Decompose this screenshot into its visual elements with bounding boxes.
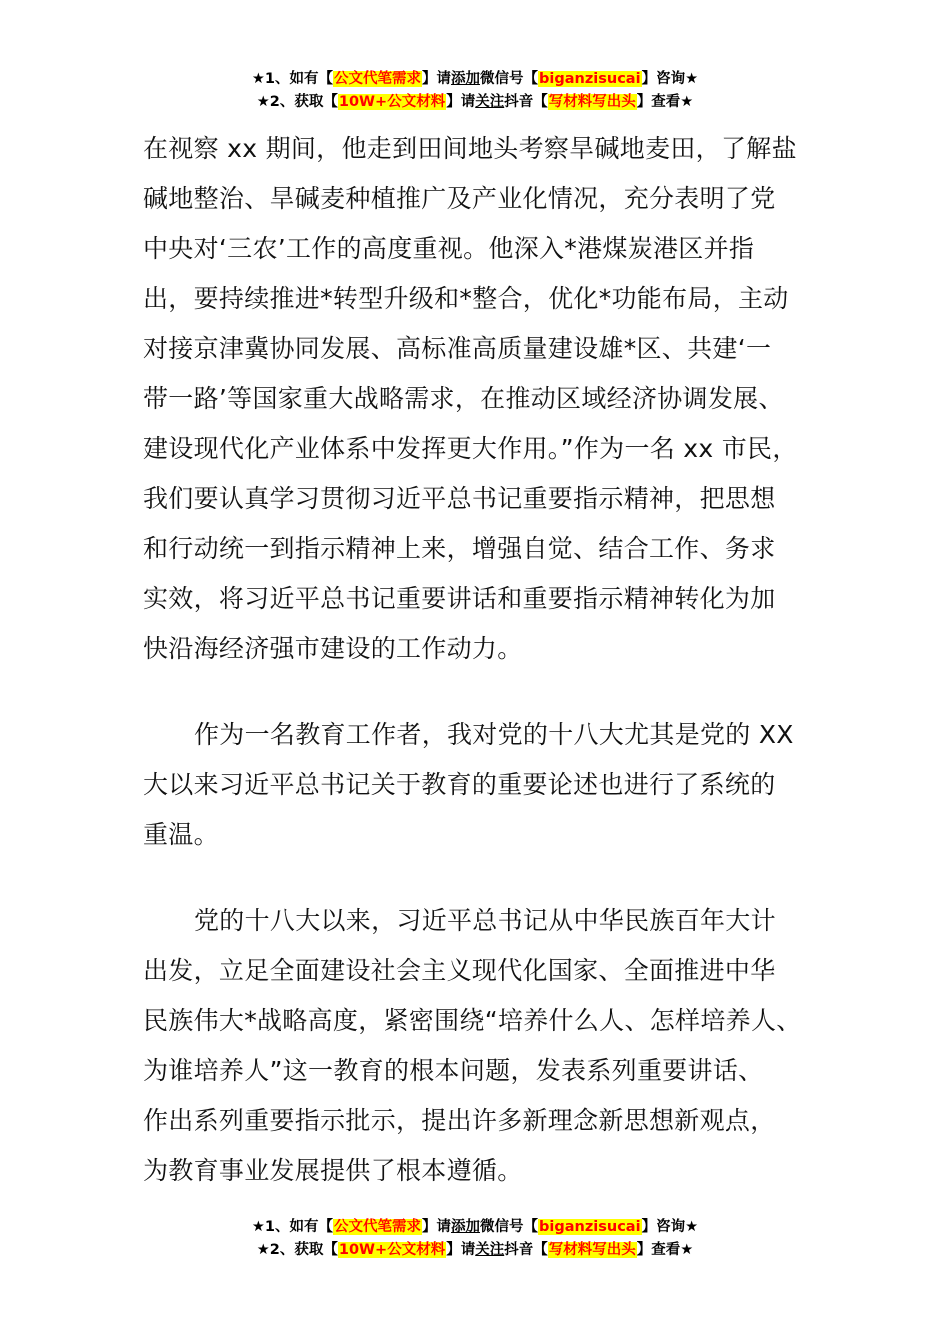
banner-highlight: biganzisucai	[539, 71, 641, 87]
banner-highlight: 公文代笔需求	[334, 71, 422, 87]
banner-highlight: 写材料写出头	[548, 1242, 636, 1258]
text-line: 中央对‘三农’工作的高度重视。他深入*港煤炭港区并指	[143, 234, 755, 263]
banner-line-1: ★1、如有【公文代笔需求】请添加微信号【biganzisucai】咨询★	[251, 71, 699, 87]
text-line: 重温。	[143, 820, 219, 849]
banner-line-2: ★2、获取【10W+公文材料】请关注抖音【写材料写出头】查看★	[256, 1242, 694, 1258]
paragraph-1	[143, 124, 823, 674]
paragraph-gap	[143, 860, 823, 896]
banner-line-2: ★2、获取【10W+公文材料】请关注抖音【写材料写出头】查看★	[256, 94, 694, 110]
paragraph-3	[143, 896, 823, 1196]
text-line: 民族伟大*战略高度，紧密围绕“培养什么人、怎样培养人、	[143, 1006, 802, 1035]
text-line: 出，要持续推进*转型升级和*整合，优化*功能布局，主动	[143, 284, 789, 313]
banner-highlight: biganzisucai	[539, 1219, 641, 1235]
text-line: 建设现代化产业体系中发挥更大作用。”作为一名 xx 市民，	[143, 434, 798, 463]
text-line: 出发，立足全面建设社会主义现代化国家、全面推进中华	[143, 956, 776, 985]
paragraph-gap	[143, 674, 823, 710]
text-line: 大以来习近平总书记关于教育的重要论述也进行了系统的	[143, 770, 776, 799]
document-body	[143, 124, 823, 1196]
text-line: 带一路’等国家重大战略需求，在推动区域经济协调发展、	[143, 384, 784, 413]
text-line: 作出系列重要指示批示，提出许多新理念新思想新观点，	[143, 1106, 776, 1135]
footer-banner	[0, 1216, 950, 1262]
text-line: 对接京津冀协同发展、高标准高质量建设雄*区、共建‘一	[143, 334, 772, 363]
banner-highlight: 写材料写出头	[548, 94, 636, 110]
text-line: 为谁培养人”这一教育的根本问题，发表系列重要讲话、	[143, 1056, 764, 1085]
text-line: 快沿海经济强市建设的工作动力。	[143, 634, 523, 663]
banner-line-1: ★1、如有【公文代笔需求】请添加微信号【biganzisucai】咨询★	[251, 1219, 699, 1235]
text-line: 作为一名教育工作者，我对党的十八大尤其是党的 XX	[194, 720, 794, 749]
text-line: 实效，将习近平总书记重要讲话和重要指示精神转化为加	[143, 584, 776, 613]
paragraph-2	[143, 710, 823, 860]
text-line: 我们要认真学习贯彻习近平总书记重要指示精神，把思想	[143, 484, 776, 513]
text-line: 和行动统一到指示精神上来，增强自觉、结合工作、务求	[143, 534, 776, 563]
banner-highlight: 10W+公文材料	[338, 1242, 446, 1258]
banner-highlight: 公文代笔需求	[334, 1219, 422, 1235]
text-line: 碱地整治、旱碱麦种植推广及产业化情况，充分表明了党	[143, 184, 776, 213]
text-line: 在视察 xx 期间，他走到田间地头考察旱碱地麦田，了解盐	[143, 134, 797, 163]
text-line: 为教育事业发展提供了根本遵循。	[143, 1156, 523, 1185]
header-banner	[0, 68, 950, 114]
banner-highlight: 10W+公文材料	[338, 94, 446, 110]
text-line: 党的十八大以来，习近平总书记从中华民族百年大计	[194, 906, 776, 935]
